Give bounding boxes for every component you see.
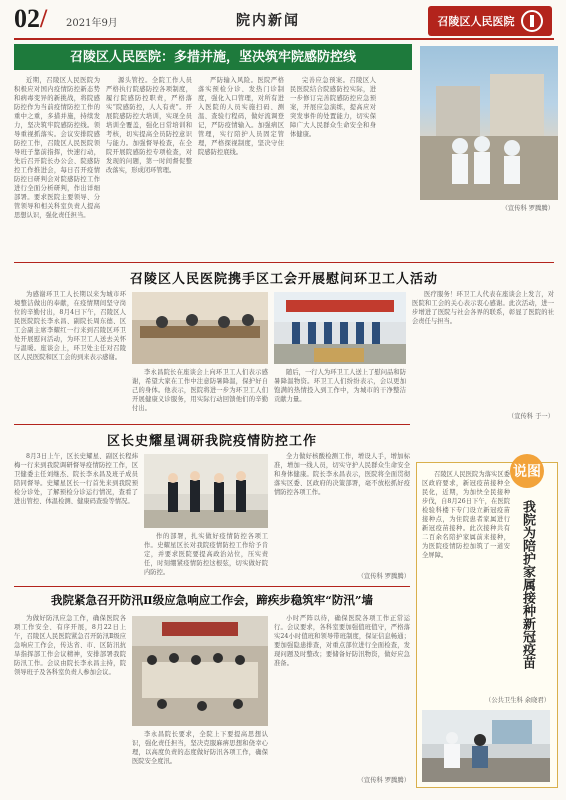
hospital-emblem-icon <box>521 10 543 32</box>
photo-story-badge: 说图 <box>510 454 544 488</box>
brand-name: 召陵区人民医院 <box>437 15 515 28</box>
article3-col2: 作的部署，扎实做好疫情防控各项工作。史耀星区长对我院疫情防控工作给予肯定，并要求医院要提高政治站位，压实责任，时刻绷紧疫情防控这根弦，切实做好院内防控。 <box>144 533 268 576</box>
article1-photo <box>420 46 558 200</box>
photo-story-photo <box>422 710 550 782</box>
article4-col1: 为做好防汛应急工作，确保医院各项工作安全、有序开展，8月22日上午，召陵区人民医院紧急召开防汛Ⅱ级应急响应工作会，传达省、市、区防汛抗旱指挥部工作会议精神，安排部署我院防汛工作。会议由院长李永昌主持，院领导班子及各科室负责人参加会议。 <box>14 615 126 676</box>
article1-col4: 完善应急预案。召陵区人民医院结合院感防控实际，进一步修订完善院感防控应急预案，开展应急演练，提高应对突发事件的处置能力，切实保障广大人民群众生命安全和身体健康。 <box>290 77 376 138</box>
photo-story-title: 我院为陪护家属接种新冠疫苗 <box>521 500 536 669</box>
article2-photo1 <box>132 292 268 364</box>
article4-col2: 李永昌院长要求，全院上下要提高思想认识，强化责任担当，坚决克服麻痹思想和侥幸心理，以高度负责的态度做好防汛各项工作，确保医院安全度汛。 <box>132 731 268 765</box>
article1-col3: 严防输入风险。医院严格落实预检分诊、发热门诊制度，强化入口管理，对所有进入医院的人员实施扫码、测温、查验行程码，做好流调登记，严防疫情输入。加强病区管理，实行陪护人员固定管理，严格探视制度，坚决守住院感防控底线。 <box>198 77 284 156</box>
article2-col2: 李永昌院长在座谈会上向环卫工人们表示感谢，希望大家在工作中注意防暑降温，保护好自己的身体。他表示，医院将进一步为环卫工人们开展健康义诊服务，用实际行动回馈他们的辛勤付出。 <box>132 369 268 412</box>
article4-signature-box: （宣传科 罗腾腾） <box>357 777 410 784</box>
article1-continued: （宣传科 罗腾腾） <box>501 205 554 212</box>
section-title: 院内新闻 <box>236 13 300 29</box>
photo-story-text: 召陵区人民医院为落实区委区政府要求，新冠疫苗接种全民化，近期，为加快全民接种步伐，自8月26日下午，在医院检验科楼下专门设立新冠疫苗接种点，为住院患者家属进行新冠疫苗接种。此次接种共有二百余名陪护家属前来接种，为医院疫情防控加筑了一道安全屏障。 <box>422 471 510 559</box>
divider <box>14 262 554 263</box>
article2-signature-box: （宣传科 于一） <box>507 413 554 420</box>
page-number: 02/ <box>14 4 48 33</box>
article2-title: 召陵区人民医院携手区工会开展慰问环卫工人活动 <box>129 272 438 287</box>
article3-col1: 8月3日上午，区长史耀星、副区长程炜梅一行来到我院调研督导疫情防控工作，区卫健委主任刘继杰、院长李永昌及班子成员陪同督导。史耀星区长一行首先来到我院预检分诊处，了解预检分诊运行情况，查看了进出管控、体温检测、健康码查验等情况。 <box>14 453 138 505</box>
photo-story-signature-box: （公共卫生科 余晓君） <box>485 697 550 704</box>
article4-col3: 小时严阵以待，确保医院各项工作正常运行。会议要求，各科室要加强值班值守，严格落实24小时值班和领导带班制度，保证信息畅通；要加强隐患排查，对重点部位进行全面检查，发现问题及时整改；要储备好防汛物资，做好应急准备。 <box>274 615 410 667</box>
page-header <box>0 0 566 48</box>
article4-photo <box>132 616 268 726</box>
divider <box>14 424 410 425</box>
article1-col1: 近期，召陵区人民医院为积极应对国内疫情防控新态势和病毒变异的新挑战，将院感防控作为当前疫情防控工作的重中之重，多措并施，持续发力，坚决筑牢院感防控线。领导重视抓落实。会议安排院感防控工作，召陵区人民医院领导班子靠前指挥，快速行动，先后召开院长办公会、院感防控工作推进会，每日召开疫情防控日研判会对院感防控工作进行全面分析研判，作出详细部署。要求医院主要领导、分管领导和相关科室负责人提高思想认识，强化责任担当。 <box>14 77 100 219</box>
divider <box>14 586 410 587</box>
article2-col1: 为感谢环卫工人长期以来为城市环境整洁做出的奉献，在疫情期间坚守岗位的辛勤付出，8月4日下午，召陵区人民医院院长李永昌、副院长周东德、区工会副主席李耀红一行来到召陵区环卫处开展慰问活动，为环卫工人送去关怀与温暖。座谈会上，环卫处主任对召陵区人民医院和区工会的到来表示感谢。 <box>14 291 126 361</box>
article2-col3: 随后，一行人为环卫工人送上了慰问品和防暑降温物资。环卫工人们纷纷表示，会以更加饱满的热情投入到工作中，为城市的干净整洁贡献力量。 <box>274 369 406 403</box>
article2-col4: 医疗服务！环卫工人代表在座谈会上发言，对医院和工会的关心表示衷心感谢。此次活动，进一步增进了医院与社会各界的联系，彰显了医院的社会责任与担当。 <box>412 291 554 325</box>
article3-photo <box>144 454 268 528</box>
article3-col3: 全力做好核酸检测工作，增设人手，增加标准，增加一线人员，切实守护人民群众生命安全和身体健康。院长李永昌表示，医院将全面贯彻落实区委、区政府的决策部署，毫不放松抓好疫情防控各项工作。 <box>274 453 410 496</box>
issue-date: 2021年9月 <box>66 18 118 29</box>
header-rule <box>14 38 554 40</box>
article2-photo2 <box>274 292 406 364</box>
article3-title: 区长史耀星调研我院疫情防控工作 <box>106 434 317 449</box>
article4-title: 我院紧急召开防汛Ⅱ级应急响应工作会，蹄疾步稳筑牢“防汛”墙 <box>51 593 373 607</box>
article1-col2: 源头管控。全院工作人员严格执行院感防控各项制度，履行院感防控职责，严格落实“院感防控，人人有责”。开展院感防控大培训，实现全员培训全覆盖，强化日常培训和考核，切实提高全员防控意识与能力。加强督导检查，在全院开展院感防控专项检查，对发现的问题，第一时间督促整改落实，形成闭环管理。 <box>106 77 192 174</box>
article3-signature-box: （宣传科 罗腾腾） <box>357 573 410 580</box>
banner-headline: 召陵区人民医院：多措并施，坚决筑牢院感防控线 <box>14 44 412 70</box>
brand-logo <box>428 6 552 36</box>
